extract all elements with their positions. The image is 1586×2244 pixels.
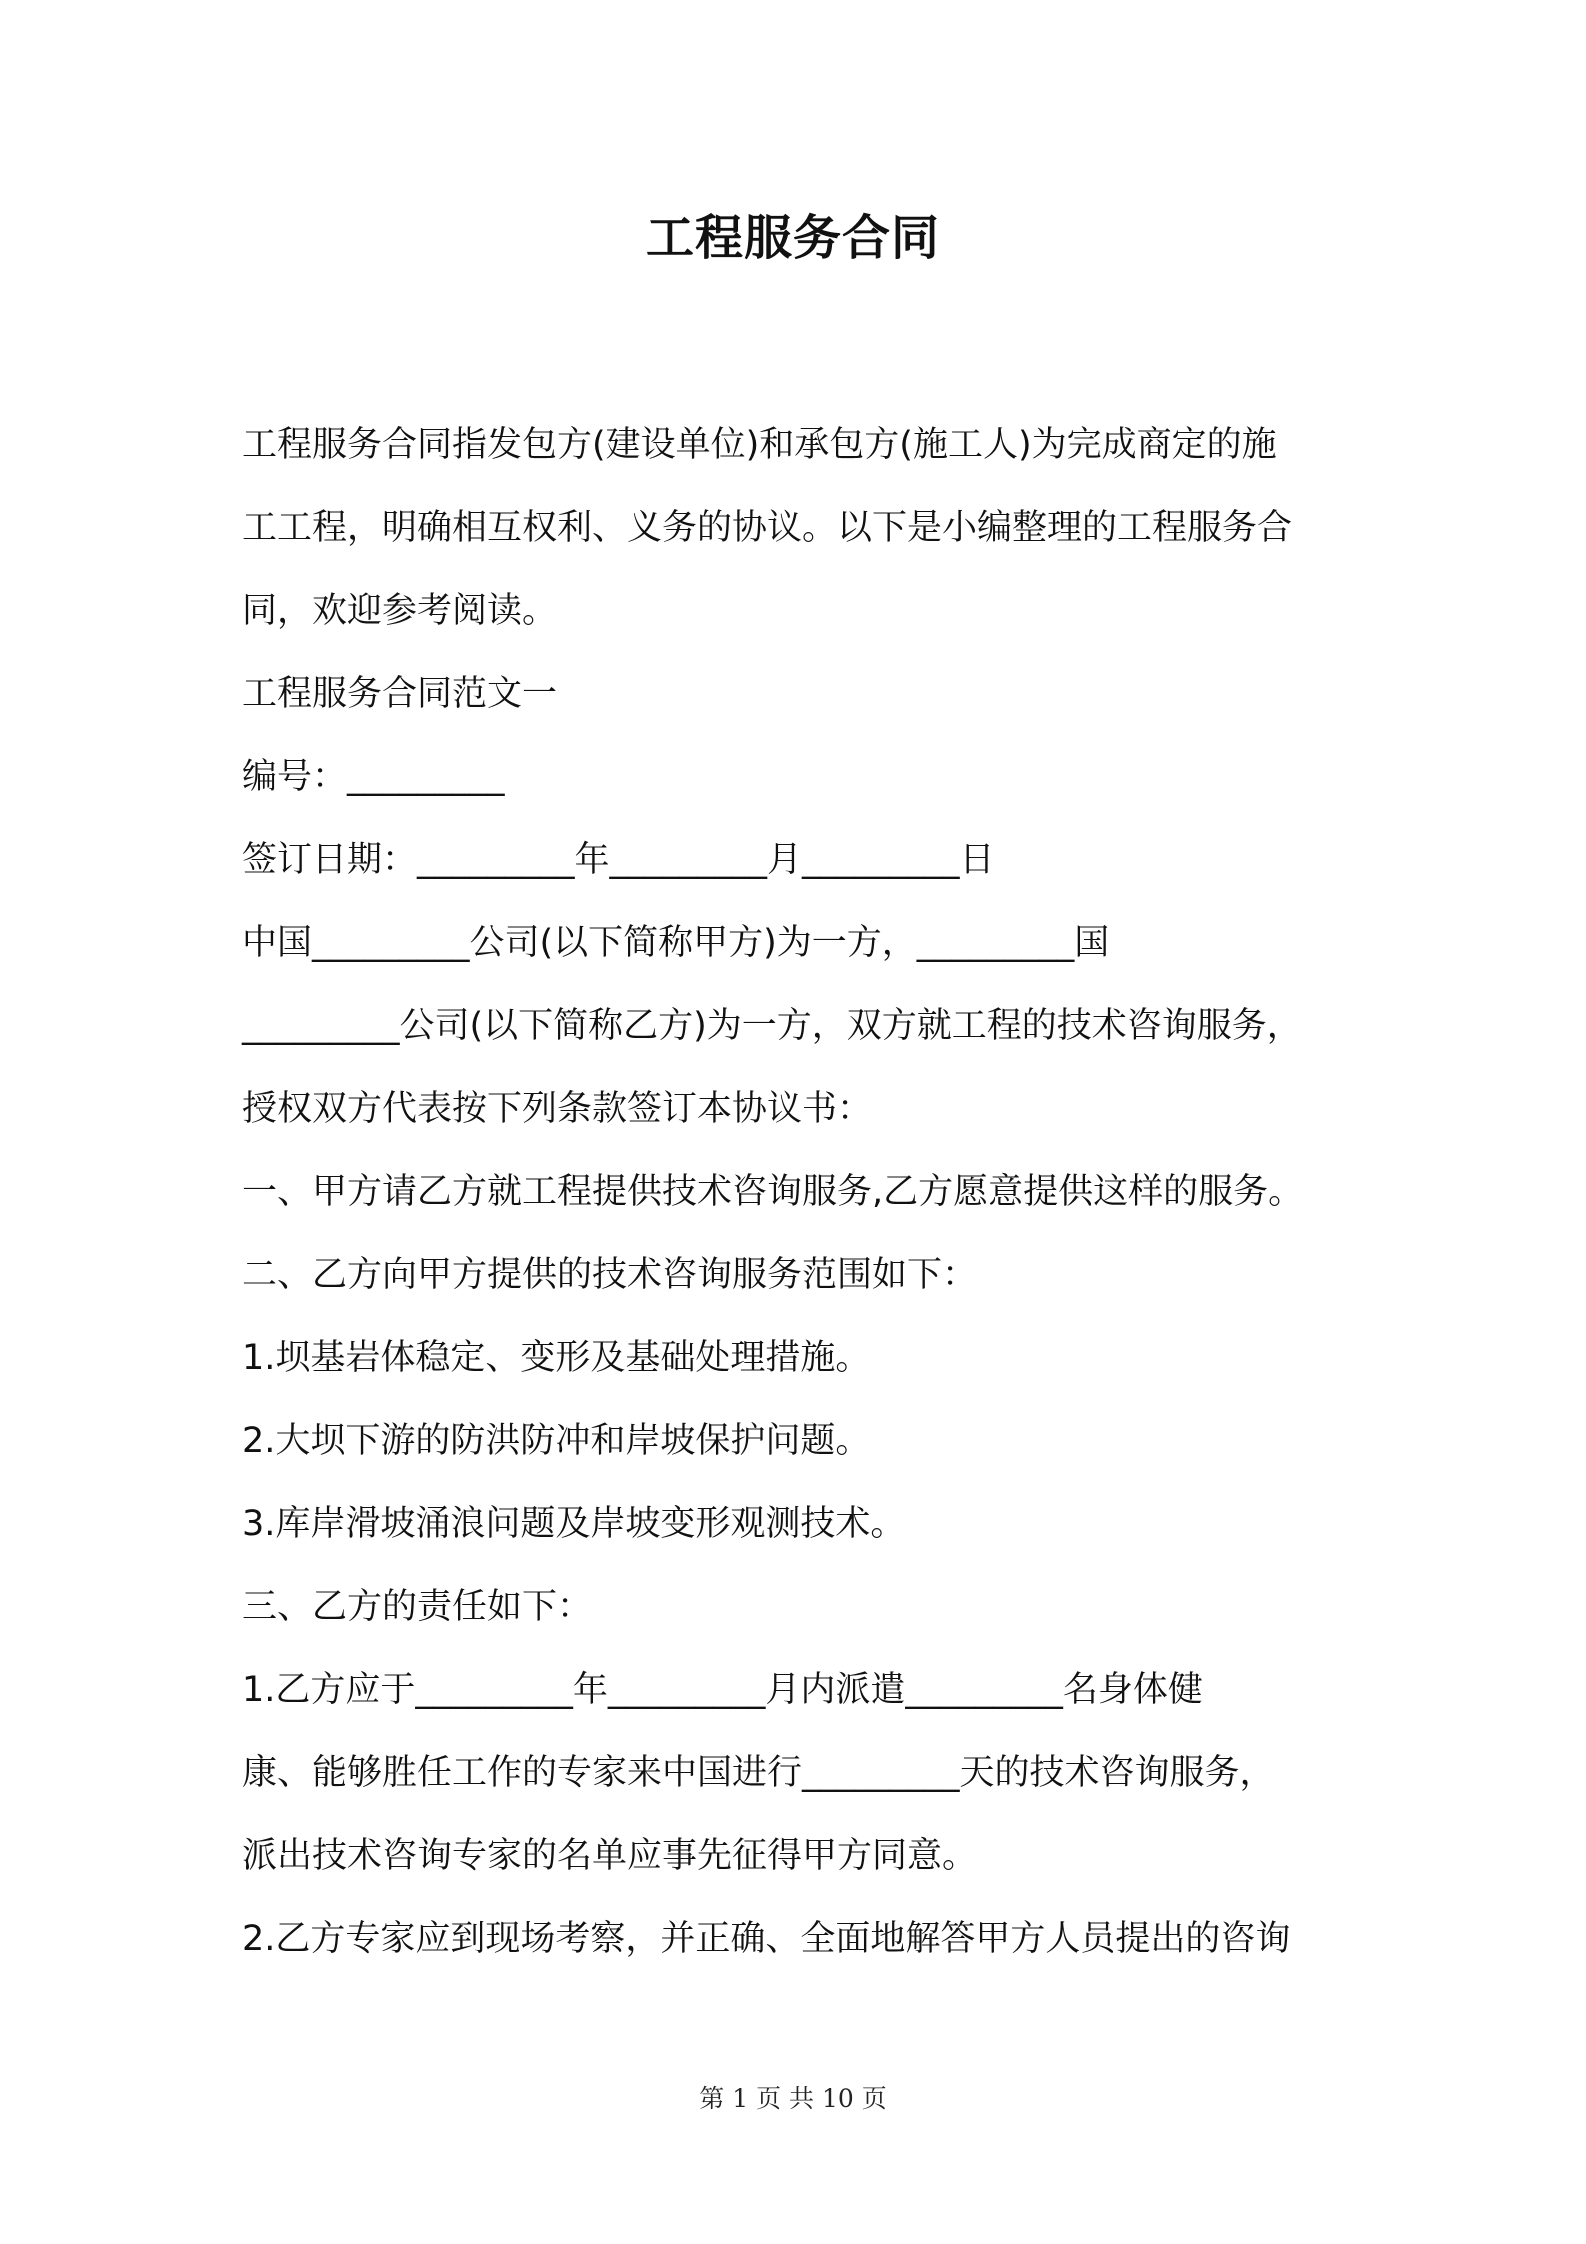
contract-number-line: 编号：_________ [242,757,505,797]
list-item: 2.乙方专家应到现场考察，并正确、全面地解答甲方人员提出的咨询 [242,1919,1291,1959]
body-line: 康、能够胜任工作的专家来中国进行_________天的技术咨询服务， [242,1753,1275,1793]
section-heading: 工程服务合同范文一 [242,674,558,714]
clause-heading: 二、乙方向甲方提供的技术咨询服务范围如下： [242,1255,978,1295]
list-item: 2.大坝下游的防洪防冲和岸坡保护问题。 [242,1421,871,1461]
body-line: 中国_________公司(以下简称甲方)为一方，_________国 [242,923,1110,963]
list-item: 1.坝基岩体稳定、变形及基础处理措施。 [242,1338,871,1378]
body-line: 工工程，明确相互权利、义务的协议。以下是小编整理的工程服务合 [242,508,1293,548]
list-item: 3.库岸滑坡涌浪问题及岸坡变形观测技术。 [242,1504,906,1544]
body-line: 同，欢迎参考阅读。 [242,591,558,631]
page-footer: 第 1 页 共 10 页 [699,2084,887,2113]
body-line: 授权双方代表按下列条款签订本协议书： [242,1089,873,1129]
body-line: 派出技术咨询专家的名单应事先征得甲方同意。 [242,1836,978,1876]
document-body [242,404,1352,1981]
signing-date-line: 签订日期：_________年_________月_________日 [242,840,995,880]
clause-heading: 三、乙方的责任如下： [242,1587,593,1627]
clause-heading: 一、甲方请乙方就工程提供技术咨询服务,乙方愿意提供这样的服务。 [242,1172,1304,1212]
body-line: _________公司(以下简称乙方)为一方，双方就工程的技术咨询服务， [242,1006,1302,1046]
document-title: 工程服务合同 [645,210,940,266]
body-line: 工程服务合同指发包方(建设单位)和承包方(施工人)为完成商定的施 [242,425,1277,465]
list-item: 1.乙方应于_________年_________月内派遣_________名身体健 [242,1670,1203,1710]
